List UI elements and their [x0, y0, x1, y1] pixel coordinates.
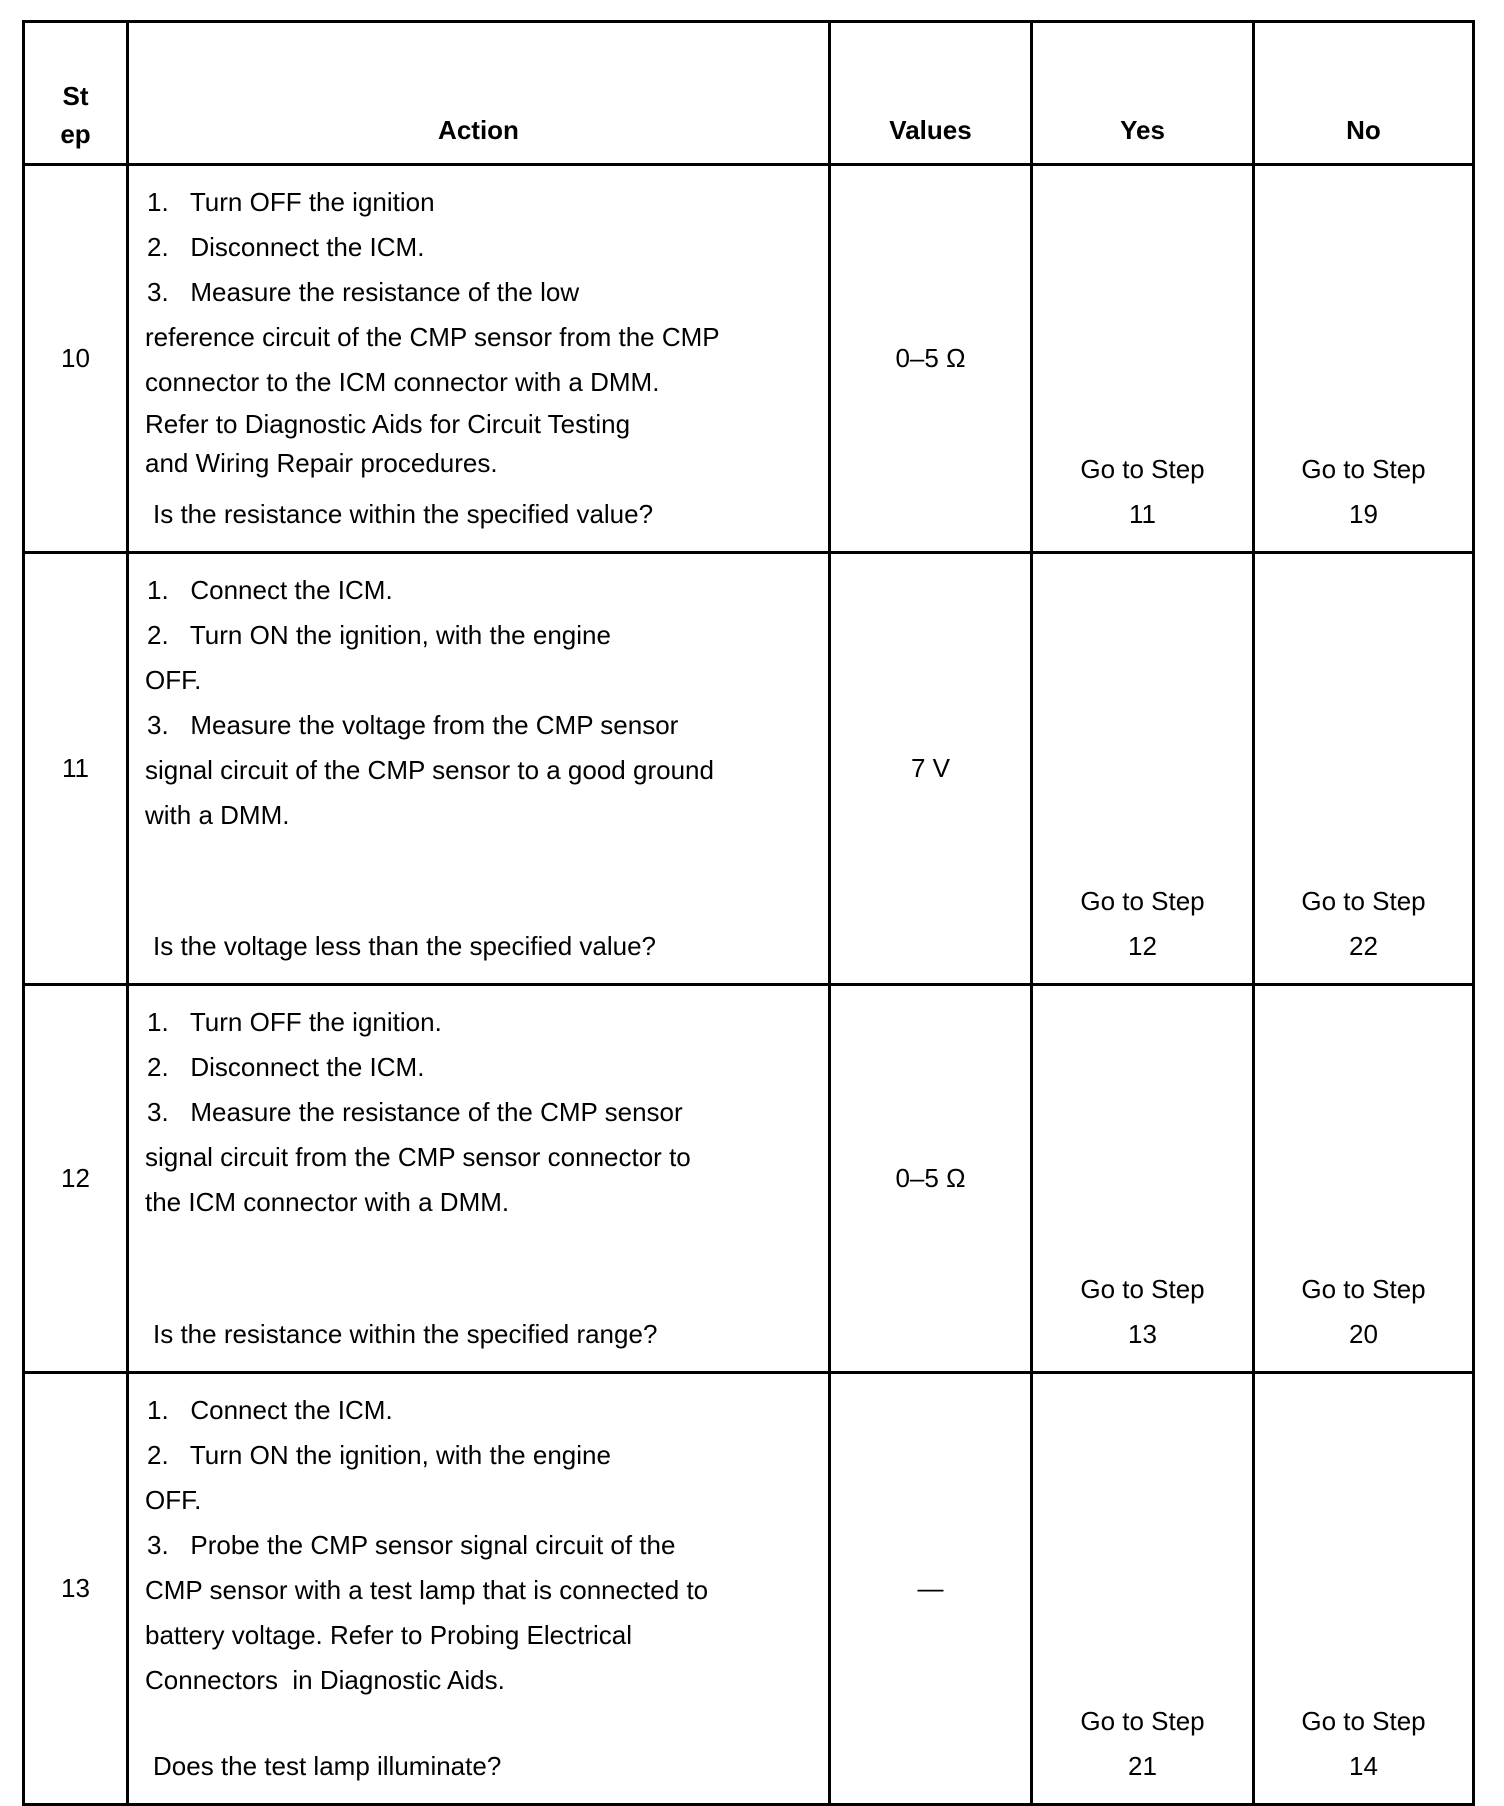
- table-row: [24, 165, 1474, 553]
- action-line: 2. Disconnect the ICM.: [147, 1052, 425, 1082]
- action-note: Refer to Diagnostic Aids for Circuit Testing: [145, 409, 631, 439]
- action-line: OFF.: [145, 665, 202, 695]
- action-line: signal circuit from the CMP sensor connector to: [145, 1142, 691, 1172]
- action-line: reference circuit of the CMP sensor from the CMP: [145, 322, 720, 352]
- header-no: No: [1254, 22, 1474, 165]
- table-row: [24, 553, 1474, 985]
- step-number: 10: [24, 165, 128, 553]
- header-action: Action: [128, 22, 830, 165]
- action-line: 1. Connect the ICM.: [147, 1395, 393, 1425]
- action-line: Connectors in Diagnostic Aids.: [145, 1665, 505, 1695]
- diagnostic-table: [22, 20, 1475, 1806]
- action-question: Does the test lamp illuminate?: [153, 1751, 502, 1781]
- action-cell: [128, 985, 830, 1373]
- action-line: 2. Turn ON the ignition, with the engine: [147, 1440, 611, 1470]
- value-cell: —: [830, 1373, 1032, 1805]
- action-line: CMP sensor with a test lamp that is connected to: [145, 1575, 709, 1605]
- table-row: [24, 1373, 1474, 1805]
- header-yes: Yes: [1032, 22, 1254, 165]
- no-cell: Go to Step 20: [1254, 985, 1474, 1373]
- value-cell: 0–5 Ω: [830, 985, 1032, 1373]
- action-note: and Wiring Repair procedures.: [145, 448, 498, 478]
- yes-cell: Go to Step 12: [1032, 553, 1254, 985]
- action-line: signal circuit of the CMP sensor to a good ground: [145, 755, 714, 785]
- action-line: 3. Probe the CMP sensor signal circuit of the: [147, 1530, 676, 1560]
- action-line: 3. Measure the resistance of the low: [147, 277, 580, 307]
- action-question: Is the resistance within the specified value?: [153, 499, 654, 529]
- action-line: 1. Connect the ICM.: [147, 575, 393, 605]
- no-cell: Go to Step 19: [1254, 165, 1474, 553]
- yes-cell: Go to Step 21: [1032, 1373, 1254, 1805]
- value-cell: 0–5 Ω: [830, 165, 1032, 553]
- action-cell: [128, 165, 830, 553]
- no-cell: Go to Step 22: [1254, 553, 1474, 985]
- action-cell: [128, 1373, 830, 1805]
- action-question: Is the voltage less than the specified value?: [153, 931, 656, 961]
- value-cell: 7 V: [830, 553, 1032, 985]
- action-question: Is the resistance within the specified range?: [153, 1319, 658, 1349]
- action-line: connector to the ICM connector with a DMM.: [145, 367, 660, 397]
- action-cell: [128, 553, 830, 985]
- action-line: with a DMM.: [145, 800, 290, 830]
- header-step: St ep: [24, 22, 128, 165]
- action-line: 2. Turn ON the ignition, with the engine: [147, 620, 611, 650]
- table-row: [24, 985, 1474, 1373]
- header-row: [24, 22, 1474, 165]
- action-line: 3. Measure the voltage from the CMP sensor: [147, 710, 679, 740]
- step-number: 13: [24, 1373, 128, 1805]
- no-cell: Go to Step 14: [1254, 1373, 1474, 1805]
- step-number: 12: [24, 985, 128, 1373]
- action-line: the ICM connector with a DMM.: [145, 1187, 510, 1217]
- yes-cell: Go to Step 11: [1032, 165, 1254, 553]
- yes-cell: Go to Step 13: [1032, 985, 1254, 1373]
- action-line: 1. Turn OFF the ignition.: [147, 1007, 442, 1037]
- action-line: battery voltage. Refer to Probing Electrical: [145, 1620, 633, 1650]
- action-line: 1. Turn OFF the ignition: [147, 187, 435, 217]
- action-line: OFF.: [145, 1485, 202, 1515]
- action-line: 2. Disconnect the ICM.: [147, 232, 425, 262]
- step-number: 11: [24, 553, 128, 985]
- action-line: 3. Measure the resistance of the CMP sensor: [147, 1097, 683, 1127]
- header-values: Values: [830, 22, 1032, 165]
